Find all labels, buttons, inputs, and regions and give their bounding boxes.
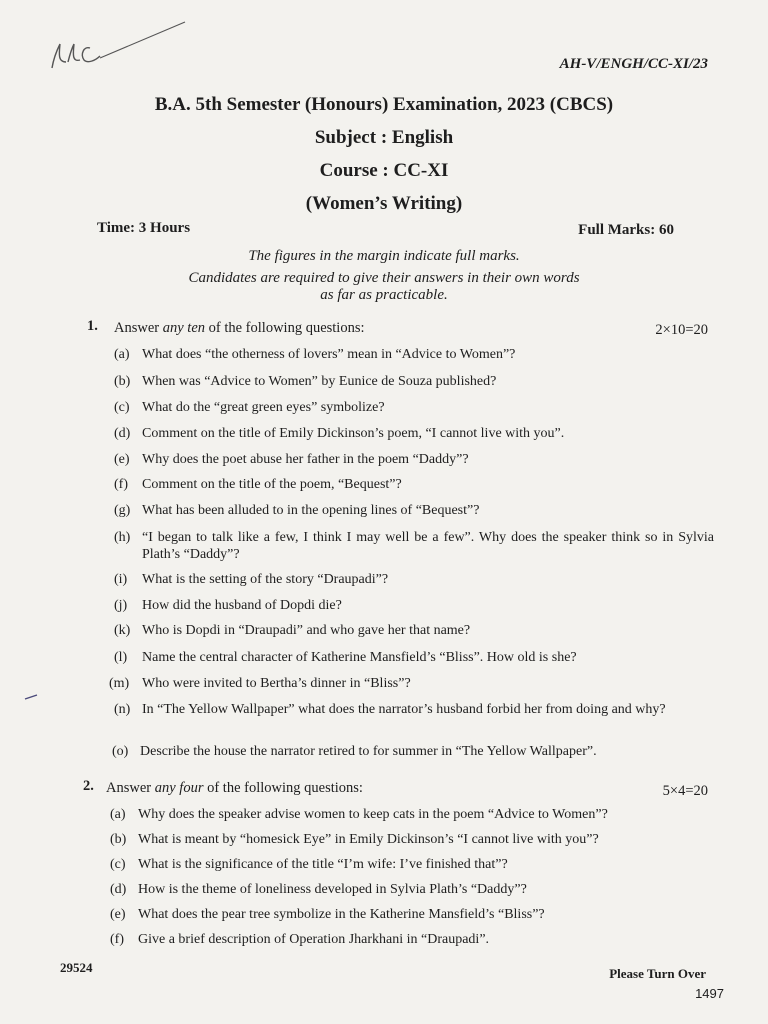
please-turn-over: Please Turn Over [609,966,706,981]
question-item: (d) Comment on the title of Emily Dickinson’s poem, “I cannot live with you”. [114,426,565,441]
instruction-line: Candidates are required to give their answers in their own words [188,270,580,286]
exam-time: Time: 3 Hours [97,220,191,236]
question-item: (o) Describe the house the narrator retired to for summer in “The Yellow Wallpaper”. [112,744,597,759]
question-item: (k) Who is Dopdi in “Draupadi” and who gave her that name? [114,623,471,638]
question-1-marks: 2×10=20 [655,322,708,338]
question-item: (a) Why does the speaker advise women to keep cats in the poem “Advice to Women”? [110,807,608,822]
question-item: (e) Why does the poet abuse her father in the poem “Daddy”? [114,452,469,467]
instruction-line: The figures in the margin indicate full marks. [248,248,520,264]
exam-title: B.A. 5th Semester (Honours) Examination, 2023 (CBCS) [154,94,614,115]
footer-code: 29524 [60,960,93,975]
question-2-marks: 5×4=20 [662,783,708,799]
question-item: (f) Give a brief description of Operation Jharkhani in “Draupadi”. [110,932,490,947]
question-item: (n) In “The Yellow Wallpaper” what does the narrator’s husband forbid her from doing and why? [114,702,666,717]
paper-title: (Women’s Writing) [305,193,463,214]
question-item: (i) What is the setting of the story “Draupadi”? [114,572,389,587]
question-item: (b) What is meant by “homesick Eye” in Emily Dickinson’s “I cannot live with you”? [110,832,599,847]
question-item: (c) What is the significance of the title “I’m wife: I’ve finished that”? [110,857,508,872]
question-item: (f) Comment on the title of the poem, “Bequest”? [114,477,402,492]
question-item: (b) When was “Advice to Women” by Eunice de Souza published? [114,374,497,389]
margin-pen-mark [24,694,38,700]
question-item: (h) “I began to talk like a few, I think I may well be a few”. Why does the speaker think so in Sylvia Plath’s “Daddy”? [114,530,714,562]
handwritten-initials-mark [40,18,190,78]
question-2-number: 2. [83,778,94,794]
question-item: (d) How is the theme of loneliness developed in Sylvia Plath’s “Daddy”? [110,882,527,897]
question-item: (c) What do the “great green eyes” symbolize? [114,400,385,415]
question-2-instruction: Answer any four of the following questions: [106,780,363,796]
full-marks: Full Marks: 60 [578,222,674,238]
question-item: (e) What does the pear tree symbolize in the Katherine Mansfield’s “Bliss”? [110,907,545,922]
question-1-instruction: Answer any ten of the following questions: [114,320,365,336]
subject-heading: Subject : English [314,127,454,148]
question-item: (a) What does “the otherness of lovers” mean in “Advice to Women”? [114,347,516,362]
question-1-number: 1. [87,318,98,334]
question-item: (m) Who were invited to Bertha’s dinner in “Bliss”? [109,676,411,691]
question-item: (g) What has been alluded to in the opening lines of “Bequest”? [114,503,480,518]
course-heading: Course : CC-XI [319,160,449,181]
page-number: 1497 [695,986,724,1001]
question-item: (j) How did the husband of Dopdi die? [114,598,342,613]
paper-code: AH-V/ENGH/CC-XI/23 [559,56,708,72]
instruction-line: as far as practicable. [320,287,448,303]
question-item: (l) Name the central character of Katherine Mansfield’s “Bliss”. How old is she? [114,650,577,665]
